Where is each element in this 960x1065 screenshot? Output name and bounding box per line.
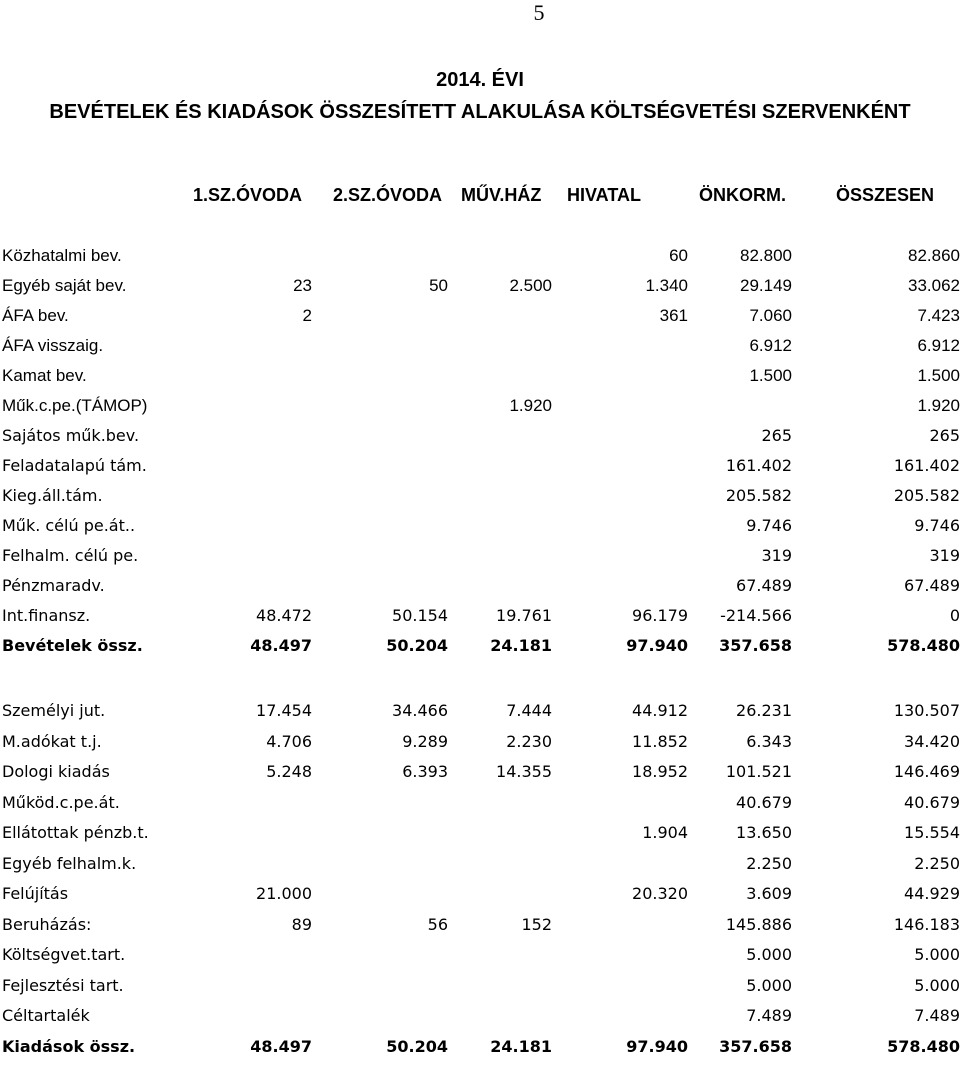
cell-value: 67.489: [736, 576, 792, 595]
cell-value: 11.852: [632, 731, 688, 751]
total-row: [0, 636, 960, 664]
table-row: [0, 426, 960, 454]
table-row: [0, 732, 960, 760]
cell-value: 34.420: [904, 731, 960, 751]
row-label: Bevételek össz.: [2, 636, 143, 655]
row-label: Dologi kiadás: [2, 762, 110, 781]
table-row: [0, 793, 960, 821]
cell-value: -214.566: [720, 606, 792, 625]
cell-value: 1.500: [917, 366, 960, 385]
cell-value: 48.472: [256, 606, 312, 625]
table-row: [0, 606, 960, 634]
cell-value: 9.746: [746, 516, 792, 535]
table-row: [0, 945, 960, 973]
cell-value: 40.679: [736, 792, 792, 812]
table-row: [0, 486, 960, 514]
cell-value: 6.343: [746, 731, 792, 751]
table-row: [0, 823, 960, 851]
cell-value: 319: [929, 546, 960, 565]
cell-value: 1.920: [509, 396, 552, 415]
row-label: Közhatalmi bev.: [2, 246, 122, 265]
cell-value: 5.248: [266, 762, 312, 781]
page-number: 5: [533, 0, 545, 25]
cell-value: 161.402: [893, 456, 960, 475]
cell-value: 24.181: [490, 1036, 552, 1056]
cell-value: 17.454: [256, 701, 312, 720]
cell-value: 5.000: [746, 945, 792, 964]
cell-value: 7.444: [506, 701, 552, 720]
cell-value: 13.650: [736, 823, 792, 842]
cell-value: 15.554: [904, 823, 960, 842]
row-label: Személyi jut.: [2, 701, 106, 720]
table-row: [0, 366, 960, 394]
cell-value: 1.920: [917, 396, 960, 415]
row-label: Műk. célú pe.át..: [2, 516, 136, 535]
cell-value: 361: [659, 306, 688, 325]
cell-value: 50: [429, 276, 448, 295]
row-label: Ellátottak pénzb.t.: [2, 823, 149, 842]
row-label: Beruházás:: [2, 914, 92, 934]
table-row: [0, 884, 960, 912]
cell-value: 2.230: [506, 731, 552, 751]
cell-value: 96.179: [632, 606, 688, 625]
cell-value: 60: [669, 246, 688, 265]
cell-value: 33.062: [908, 276, 960, 295]
cell-value: 2: [302, 306, 312, 325]
cell-value: 7.060: [749, 306, 792, 325]
cell-value: 578.480: [887, 1036, 960, 1056]
cell-value: 5.000: [746, 975, 792, 995]
row-label: Műk.c.pe.(TÁMOP): [2, 396, 148, 415]
table-row: [0, 915, 960, 943]
column-header-onkorm: ÖNKORM.: [699, 185, 786, 205]
cell-value: 265: [929, 426, 960, 445]
table-row: [0, 276, 960, 304]
cell-value: 205.582: [893, 486, 960, 505]
cell-value: 5.000: [914, 975, 960, 995]
cell-value: 6.912: [749, 336, 792, 355]
cell-value: 7.423: [917, 306, 960, 325]
cell-value: 50.204: [386, 1036, 448, 1056]
row-label: Sajátos műk.bev.: [2, 426, 140, 445]
cell-value: 34.466: [392, 701, 448, 720]
cell-value: 205.582: [725, 486, 792, 505]
row-label: ÁFA bev.: [2, 306, 69, 325]
cell-value: 130.507: [893, 701, 960, 720]
cell-value: 265: [761, 426, 792, 445]
cell-value: 1.500: [749, 366, 792, 385]
table-row: [0, 306, 960, 334]
cell-value: 0: [949, 606, 960, 625]
column-header-hivatal: HIVATAL: [567, 185, 641, 205]
cell-value: 26.231: [736, 701, 792, 720]
column-header-ovoda2: 2.SZ.ÓVODA: [333, 185, 443, 205]
cell-value: 101.521: [725, 762, 792, 781]
cell-value: 1.340: [645, 276, 688, 295]
row-label: Fejlesztési tart.: [2, 975, 124, 995]
table-row: [0, 762, 960, 790]
row-label: Kiadások össz.: [2, 1036, 136, 1056]
cell-value: 7.489: [914, 1006, 960, 1025]
cell-value: 20.320: [632, 884, 688, 903]
row-label: Kieg.áll.tám.: [2, 486, 103, 505]
table-row: [0, 516, 960, 544]
row-label: M.adókat t.j.: [2, 731, 102, 751]
cell-value: 23: [293, 276, 312, 295]
row-label: Felújítás: [2, 884, 69, 903]
cell-value: 82.860: [908, 246, 960, 265]
cell-value: 19.761: [496, 606, 552, 625]
cell-value: 82.800: [740, 246, 792, 265]
cell-value: 2.250: [914, 853, 960, 873]
row-label: Költségvet.tart.: [2, 945, 126, 964]
cell-value: 18.952: [632, 762, 688, 781]
column-header-muvhaz: MŰV.HÁZ: [461, 185, 542, 205]
cell-value: 146.183: [893, 914, 960, 934]
row-label: Egyéb saját bev.: [2, 276, 127, 295]
table-row: [0, 456, 960, 484]
cell-value: 3.609: [746, 884, 792, 903]
row-label: Int.finansz.: [2, 606, 91, 625]
cell-value: 146.469: [893, 762, 960, 781]
table-row: [0, 1006, 960, 1034]
row-label: Működ.c.pe.át.: [2, 792, 120, 812]
cell-value: 67.489: [904, 576, 960, 595]
cell-value: 48.497: [250, 1036, 312, 1056]
cell-value: 48.497: [250, 636, 312, 655]
cell-value: 9.746: [914, 516, 960, 535]
cell-value: 29.149: [740, 276, 792, 295]
page-title: BEVÉTELEK ÉS KIADÁSOK ÖSSZESÍTETT ALAKULÁSA KÖLTSÉGVETÉSI SZERVENKÉNT: [49, 101, 911, 123]
table-row: [0, 701, 960, 729]
cell-value: 50.154: [392, 606, 448, 625]
table-row: [0, 854, 960, 882]
row-label: Kamat bev.: [2, 366, 87, 385]
cell-value: 6.912: [917, 336, 960, 355]
column-header-osszesen: ÖSSZESEN: [836, 185, 935, 205]
total-row: [0, 1037, 960, 1065]
column-header-ovoda1: 1.SZ.ÓVODA: [193, 185, 303, 205]
row-label: ÁFA visszaig.: [2, 336, 104, 355]
cell-value: 44.929: [904, 884, 960, 903]
cell-value: 2.500: [509, 276, 552, 295]
cell-value: 50.204: [386, 636, 448, 655]
cell-value: 319: [761, 546, 792, 565]
table-row: [0, 396, 960, 424]
cell-value: 89: [291, 914, 312, 934]
row-label: Pénzmaradv.: [2, 576, 105, 595]
cell-value: 1.904: [642, 823, 688, 842]
row-label: Céltartalék: [2, 1006, 90, 1025]
cell-value: 578.480: [887, 636, 960, 655]
page-title-year: 2014. ÉVI: [436, 69, 524, 91]
cell-value: 5.000: [914, 945, 960, 964]
row-label: Egyéb felhalm.k.: [2, 853, 137, 873]
cell-value: 14.355: [496, 762, 552, 781]
cell-value: 24.181: [490, 636, 552, 655]
cell-value: 44.912: [632, 701, 688, 720]
cell-value: 6.393: [402, 762, 448, 781]
cell-value: 97.940: [626, 1036, 688, 1056]
cell-value: 97.940: [626, 636, 688, 655]
cell-value: 7.489: [746, 1006, 792, 1025]
cell-value: 357.658: [719, 636, 792, 655]
row-label: Felhalm. célú pe.: [2, 546, 139, 565]
cell-value: 145.886: [725, 914, 792, 934]
cell-value: 40.679: [904, 792, 960, 812]
table-row: [0, 546, 960, 574]
cell-value: 4.706: [266, 731, 312, 751]
cell-value: 357.658: [719, 1036, 792, 1056]
cell-value: 161.402: [725, 456, 792, 475]
cell-value: 9.289: [402, 731, 448, 751]
cell-value: 56: [427, 914, 448, 934]
cell-value: 21.000: [256, 884, 312, 903]
table-row: [0, 576, 960, 604]
table-row: [0, 976, 960, 1004]
row-label: Feladatalapú tám.: [2, 456, 147, 475]
table-row: [0, 246, 960, 274]
table-row: [0, 336, 960, 364]
cell-value: 2.250: [746, 853, 792, 873]
cell-value: 152: [521, 914, 552, 934]
